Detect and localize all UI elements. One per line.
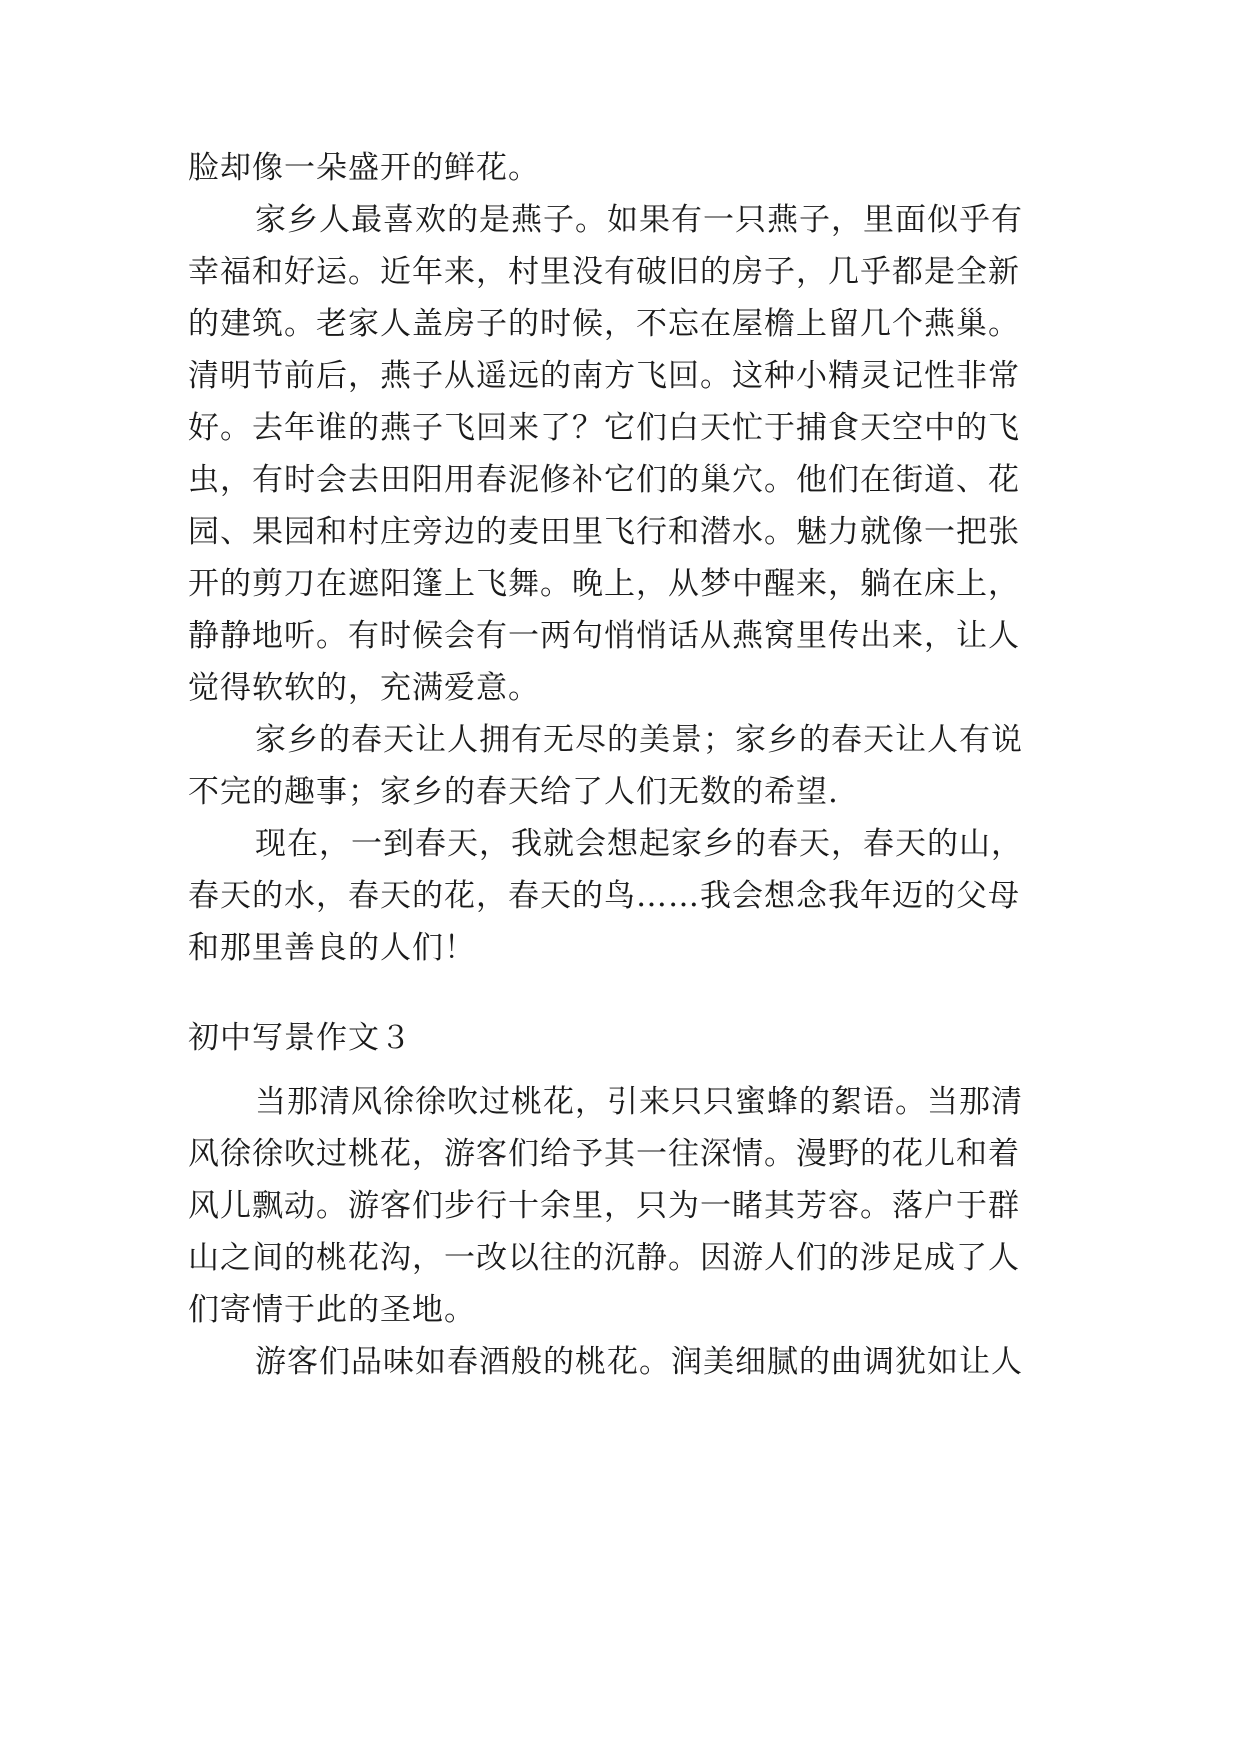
paragraph-start-line: 现在，一到春天，我就会想起家乡的春天，春天的山， [255,826,1023,862]
text-line: 清明节前后，燕子从遥远的南方飞回。这种小精灵记性非常 [188,358,1020,394]
text-line: 和那里善良的人们！ [188,930,476,966]
paragraph-start-line: 游客们品味如春酒般的桃花。润美细腻的曲调犹如让人 [255,1344,1023,1380]
text-line: 园、果园和村庄旁边的麦田里飞行和潜水。魅力就像一把张 [188,514,1020,550]
section-heading: 初中写景作文３ [188,1020,412,1056]
text-line: 虫，有时会去田阳用春泥修补它们的巢穴。他们在街道、花 [188,462,1020,498]
paragraph-start-line: 当那清风徐徐吹过桃花，引来只只蜜蜂的絮语。当那清 [255,1084,1023,1120]
text-line: 不完的趣事；家乡的春天给了人们无数的希望. [188,774,839,810]
text-line: 们寄情于此的圣地。 [188,1292,476,1328]
text-line: 幸福和好运。近年来，村里没有破旧的房子，几乎都是全新 [188,254,1020,290]
text-line: 春天的水，春天的花，春天的鸟……我会想念我年迈的父母 [188,878,1020,914]
paragraph-start-line: 家乡人最喜欢的是燕子。如果有一只燕子，里面似乎有 [255,202,1023,238]
text-line: 静静地听。有时候会有一两句悄悄话从燕窝里传出来，让人 [188,618,1020,654]
text-line: 风徐徐吹过桃花，游客们给予其一往深情。漫野的花儿和着 [188,1136,1020,1172]
text-line: 山之间的桃花沟，一改以往的沉静。因游人们的涉足成了人 [188,1240,1020,1276]
text-line: 的建筑。老家人盖房子的时候，不忘在屋檐上留几个燕巢。 [188,306,1020,342]
text-line: 风儿飘动。游客们步行十余里，只为一睹其芳容。落户于群 [188,1188,1020,1224]
text-line: 好。去年谁的燕子飞回来了？它们白天忙于捕食天空中的飞 [188,410,1020,446]
text-line: 开的剪刀在遮阳篷上飞舞。晚上，从梦中醒来，躺在床上， [188,566,1020,602]
text-line: 脸却像一朵盛开的鲜花。 [188,150,540,186]
paragraph-start-line: 家乡的春天让人拥有无尽的美景；家乡的春天让人有说 [255,722,1023,758]
text-line: 觉得软软的，充满爱意。 [188,670,540,706]
